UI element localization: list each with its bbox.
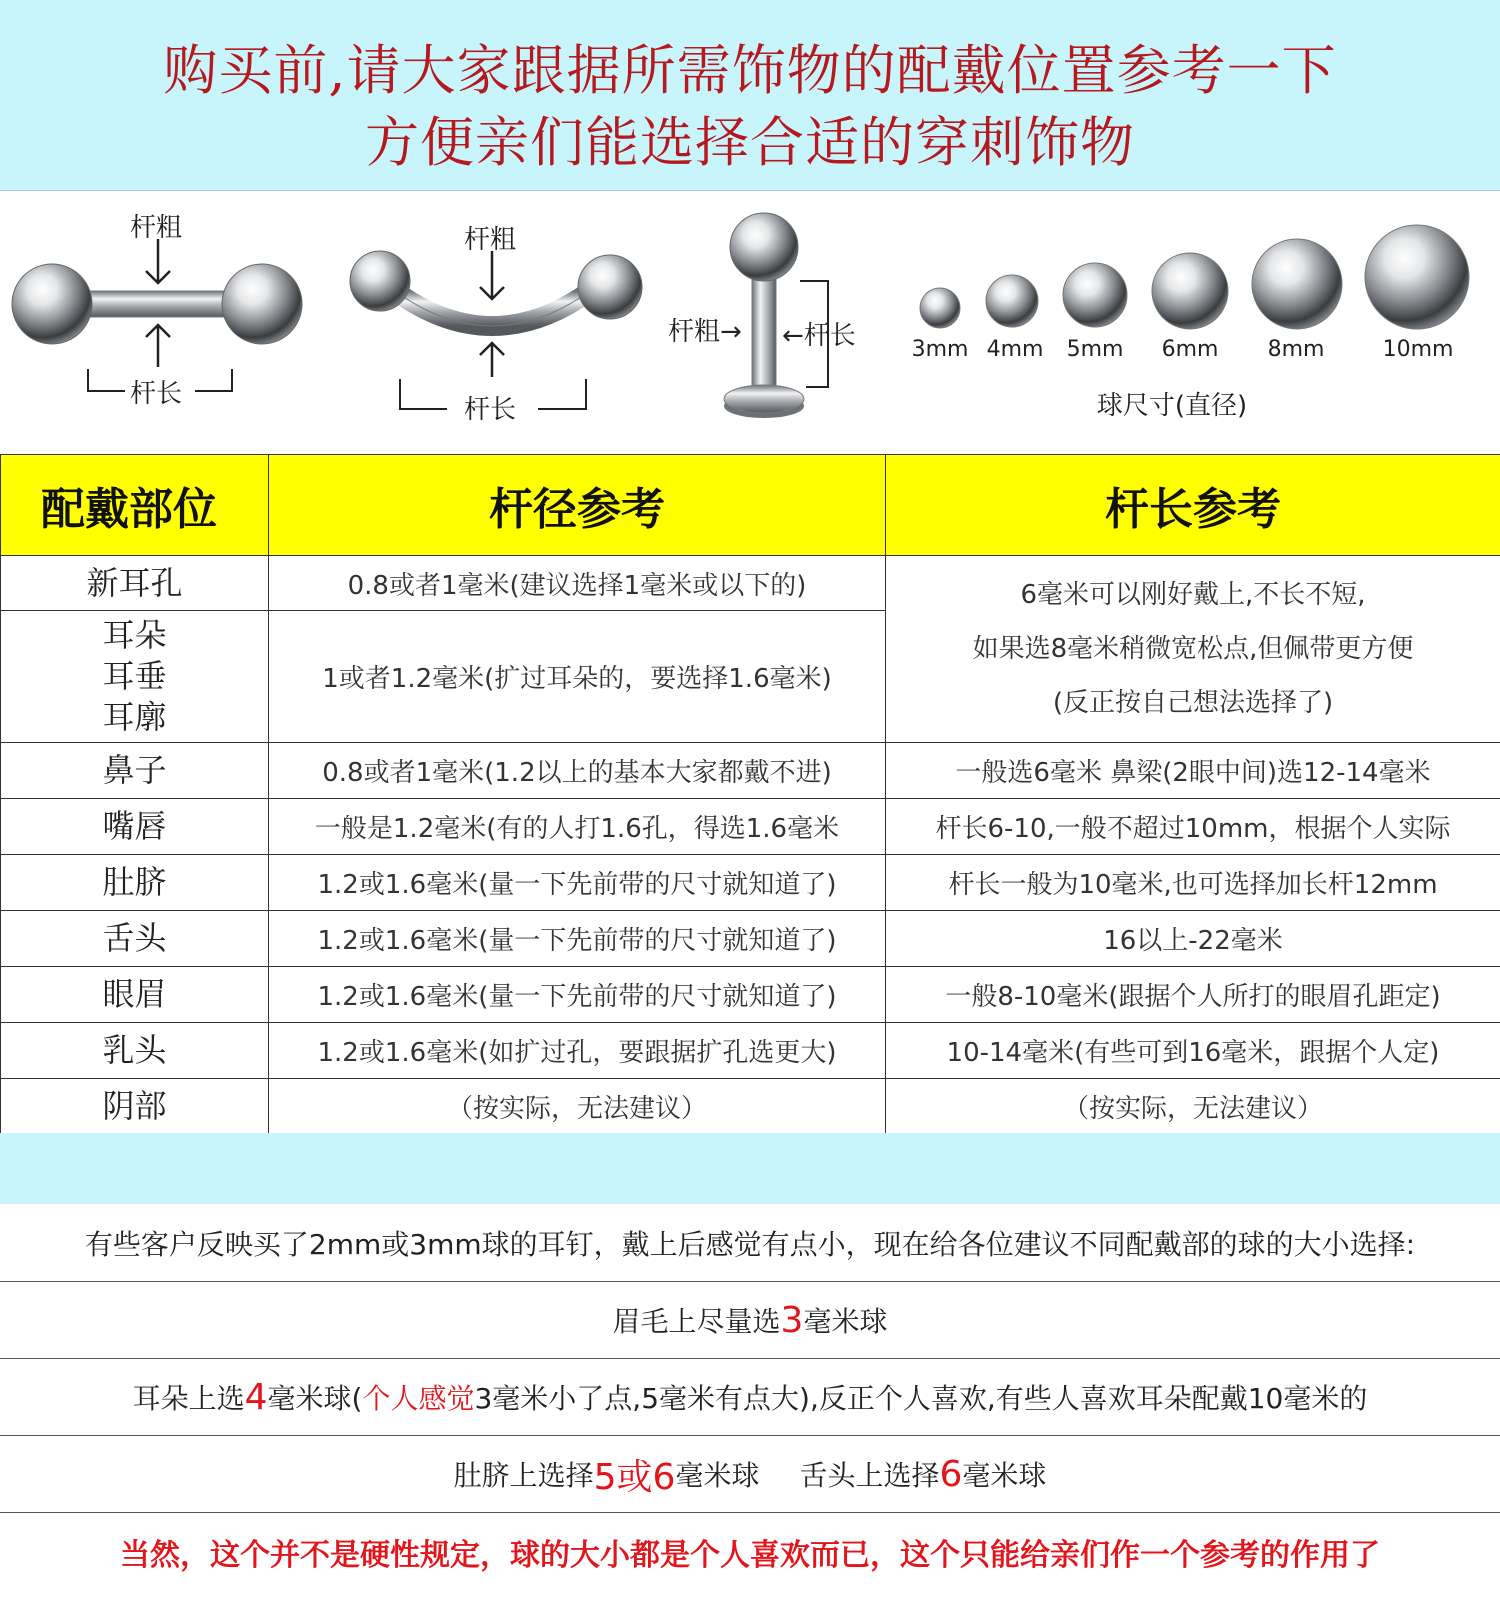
ball-8mm xyxy=(1252,239,1342,329)
ball-label-6mm: 6mm xyxy=(1161,337,1219,362)
table-row xyxy=(1,799,1500,855)
diameter-cell: 0.8或者1毫米(1.2以上的基本大家都戴不进) xyxy=(269,743,886,799)
note-ear xyxy=(0,1359,1500,1436)
curved-thickness-label: 杆粗 xyxy=(464,225,517,255)
header-diameter: 杆径参考 xyxy=(269,455,886,556)
curved-barbell-illustration xyxy=(350,251,642,409)
ear-length-line-1: 6毫米可以刚好戴上,不长不短, xyxy=(1020,580,1366,610)
curved-length-label: 杆长 xyxy=(464,395,517,425)
note-ear-mid: 毫米球( xyxy=(267,1382,363,1415)
length-cell: 杆长6-10,一般不超过10mm，根据个人实际 xyxy=(886,799,1500,855)
length-cell: 10-14毫米(有些可到16毫米，跟据个人定) xyxy=(886,1023,1500,1079)
part-cell: 眼眉 xyxy=(1,967,269,1023)
note-eyebrow-post: 毫米球 xyxy=(803,1305,888,1338)
diameter-cell: 一般是1.2毫米(有的人打1.6孔，得选1.6毫米 xyxy=(269,799,886,855)
length-cell-ear xyxy=(886,556,1500,743)
diameter-cell: 1.2或1.6毫米(如扩过孔，要跟据扩孔选更大) xyxy=(269,1023,886,1079)
length-cell: 一般8-10毫米(跟据个人所打的眼眉孔距定) xyxy=(886,967,1500,1023)
diameter-cell: 1.2或1.6毫米(量一下先前带的尺寸就知道了) xyxy=(269,911,886,967)
header-banner xyxy=(0,0,1500,191)
part-cell: 阴部 xyxy=(1,1079,269,1135)
part-cell: 乳头 xyxy=(1,1023,269,1079)
table-row xyxy=(1,1023,1500,1079)
header-wear-position: 配戴部位 xyxy=(1,455,269,556)
ball-label-3mm: 3mm xyxy=(911,337,969,362)
jewelry-diagrams xyxy=(0,191,1500,453)
table-row xyxy=(1,743,1500,799)
diameter-cell: 1.2或1.6毫米(量一下先前带的尺寸就知道了) xyxy=(269,855,886,911)
length-cell: 16以上-22毫米 xyxy=(886,911,1500,967)
ear-length-line-3: (反正按自己想法选择了) xyxy=(1052,688,1334,718)
ball-10mm xyxy=(1365,225,1469,329)
table-header-row xyxy=(1,455,1500,556)
ball-label-8mm: 8mm xyxy=(1267,337,1325,362)
ball-label-10mm: 10mm xyxy=(1382,337,1454,362)
table-row xyxy=(1,1079,1500,1135)
size-reference-table xyxy=(0,454,1500,1135)
note-tongue-post: 毫米球 xyxy=(962,1459,1047,1492)
table-row xyxy=(1,855,1500,911)
part-cell: 嘴唇 xyxy=(1,799,269,855)
ear-length-line-2: 如果选8毫米稍微宽松点,但佩带更方便 xyxy=(972,634,1414,664)
ball-sizes-illustration xyxy=(920,225,1469,329)
header-length: 杆长参考 xyxy=(886,455,1500,556)
note-intro: 有些客户反映买了2mm或3mm球的耳钉，戴上后感觉有点小，现在给各位建议不同配戴部的球的大小选择: xyxy=(0,1205,1500,1282)
length-cell: （按实际，无法建议） xyxy=(886,1079,1500,1135)
table-row xyxy=(1,967,1500,1023)
note-ear-pre: 耳朵上选 xyxy=(132,1382,245,1415)
note-navel-num: 5或6 xyxy=(593,1456,676,1498)
note-ear-num: 4 xyxy=(244,1376,268,1418)
ball-size-caption: 球尺寸(直径) xyxy=(1096,391,1248,421)
note-navel-tongue xyxy=(0,1436,1500,1513)
part-earlobe: 耳垂 xyxy=(102,657,167,695)
labret-thickness-label: 杆粗→ xyxy=(668,317,742,347)
diameter-cell: （按实际，无法建议） xyxy=(269,1079,886,1135)
table-row xyxy=(1,911,1500,967)
note-tongue-pre: 舌头上选择 xyxy=(799,1459,940,1492)
ball-label-4mm: 4mm xyxy=(986,337,1044,362)
ball-3mm xyxy=(920,288,960,328)
barbell-length-label: 杆长 xyxy=(130,379,183,409)
note-tongue-num: 6 xyxy=(939,1453,963,1495)
note-navel-pre: 肚脐上选择 xyxy=(453,1459,594,1492)
length-cell: 杆长一般为10毫米,也可选择加长杆12mm xyxy=(886,855,1500,911)
diameter-cell: 1.2或1.6毫米(量一下先前带的尺寸就知道了) xyxy=(269,967,886,1023)
note-ear-red: 个人感觉 xyxy=(362,1382,475,1415)
part-cell: 肚脐 xyxy=(1,855,269,911)
note-final: 当然，这个并不是硬性规定，球的大小都是个人喜欢而已，这个只能给亲们作一个参考的作用了 xyxy=(120,1537,1380,1573)
part-auricle: 耳廓 xyxy=(102,698,167,736)
part-cell: 舌头 xyxy=(1,911,269,967)
length-cell: 一般选6毫米 鼻梁(2眼中间)选12-14毫米 xyxy=(886,743,1500,799)
ball-5mm xyxy=(1063,263,1127,327)
note-navel-post: 毫米球 xyxy=(675,1459,760,1492)
part-ear: 耳朵 xyxy=(102,616,167,654)
ball-size-notes xyxy=(0,1205,1500,1590)
barbell-illustration xyxy=(12,239,302,391)
note-eyebrow-pre: 眉毛上尽量选 xyxy=(612,1305,781,1338)
barbell-thickness-label: 杆粗 xyxy=(130,213,183,243)
note-eyebrow-num: 3 xyxy=(780,1299,804,1341)
diagram-art xyxy=(0,191,1500,453)
table-row xyxy=(1,556,1500,611)
ball-label-5mm: 5mm xyxy=(1066,337,1124,362)
header-line-2: 方便亲们能选择合适的穿刺饰物 xyxy=(365,111,1135,174)
section-divider xyxy=(0,1133,1500,1204)
header-line-1: 购买前,请大家跟据所需饰物的配戴位置参考一下 xyxy=(163,39,1337,102)
note-eyebrow xyxy=(0,1282,1500,1359)
note-ear-post: 3毫米小了点,5毫米有点大),反正个人喜欢,有些人喜欢耳朵配戴10毫米的 xyxy=(474,1382,1368,1415)
ball-6mm xyxy=(1152,253,1228,329)
part-cell: 新耳孔 xyxy=(1,556,269,611)
part-cell: 鼻子 xyxy=(1,743,269,799)
ball-4mm xyxy=(986,275,1038,327)
part-cell-ear xyxy=(1,611,269,743)
diameter-cell: 1或者1.2毫米(扩过耳朵的，要选择1.6毫米) xyxy=(269,611,886,743)
diameter-cell: 0.8或者1毫米(建议选择1毫米或以下的) xyxy=(269,556,886,611)
labret-length-label: ←杆长 xyxy=(782,321,856,351)
